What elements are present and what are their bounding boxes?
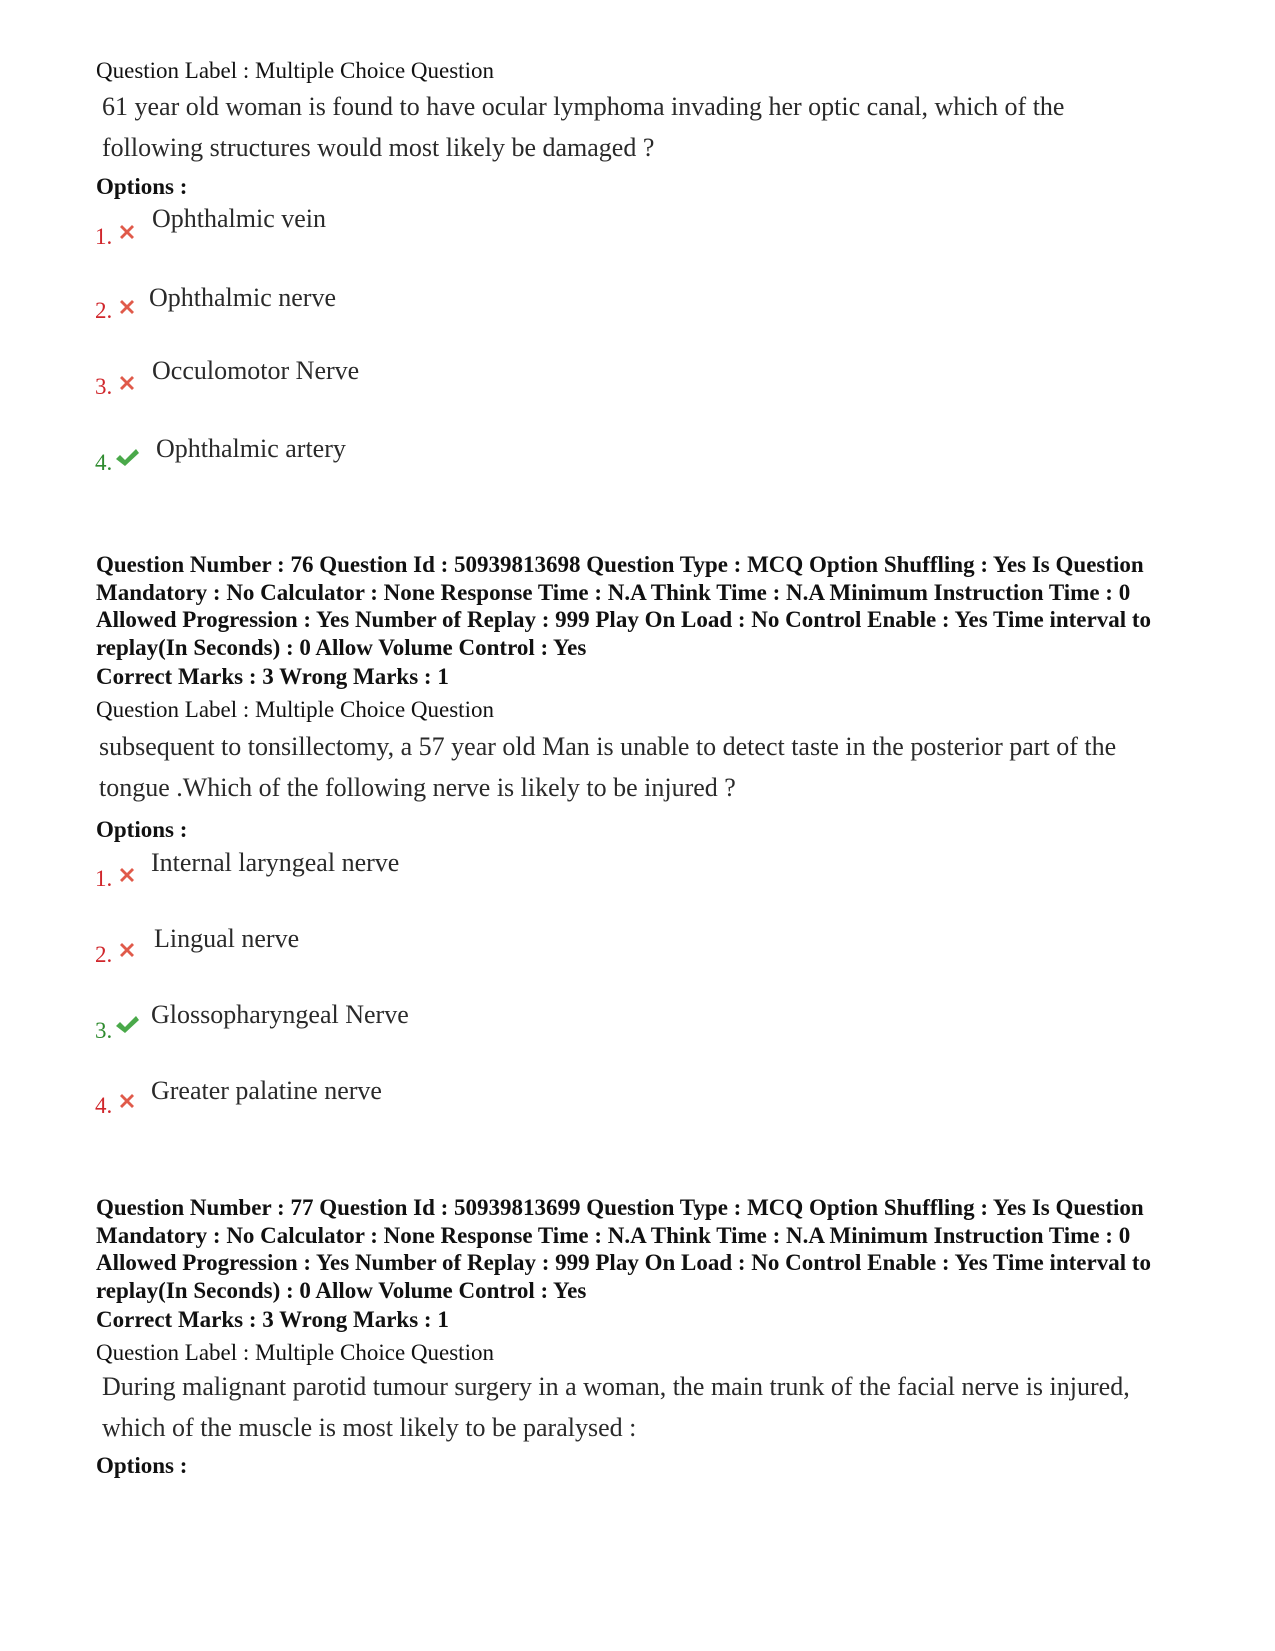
q76-question-text: subsequent to tonsillectomy, a 57 year old Man is unable to detect taste in the posterior part of the tongue .Which of the following nerve is likely to be injured ? <box>99 732 1117 802</box>
option-text: Internal laryngeal nerve <box>151 848 400 877</box>
cross-icon <box>116 864 138 886</box>
q77-options-title: Options : <box>96 1453 188 1478</box>
q75-question-text: 61 year old woman is found to have ocular lymphoma invading her optic canal, which of the following structures would most likely be damaged ? <box>102 92 1065 162</box>
q76-meta: Question Number : 76 Question Id : 50939813698 Question Type : MCQ Option Shuffling : Yes Is Question Mandatory : No Calculator : None Response Time : N.A Think Time : N.A Minimum Instruction Time : 0 Allowed Progression : Yes Number of Replay : 999 Play On Load : No Control Enable : Yes Time interval to replay(In Seconds) : 0 Allow Volume Control : Yes <box>96 552 1152 660</box>
option-text: Greater palatine nerve <box>151 1076 382 1105</box>
q75-label: Question Label : Multiple Choice Question <box>96 58 494 83</box>
q75-options-title: Options : <box>96 174 188 199</box>
option-number: 4. <box>95 1093 113 1118</box>
q77-question-text: During malignant parotid tumour surgery in a woman, the main trunk of the facial nerve is injured, which of the muscle is most likely to be paralysed : <box>102 1372 1130 1442</box>
cross-icon <box>116 939 138 961</box>
q76-label: Question Label : Multiple Choice Question <box>96 697 494 722</box>
option-number: 3. <box>95 374 113 399</box>
cross-icon <box>116 372 138 394</box>
option-number: 2. <box>95 942 113 967</box>
option-text: Ophthalmic artery <box>156 434 346 463</box>
option-number: 1. <box>95 866 113 891</box>
cross-icon <box>116 221 138 243</box>
cross-icon <box>116 1090 138 1112</box>
q76-options-title: Options : <box>96 817 188 842</box>
cross-icon <box>116 296 138 318</box>
q77-label: Question Label : Multiple Choice Question <box>96 1340 494 1365</box>
q76-marks: Correct Marks : 3 Wrong Marks : 1 <box>96 664 449 689</box>
q77-marks: Correct Marks : 3 Wrong Marks : 1 <box>96 1307 449 1332</box>
option-text: Occulomotor Nerve <box>152 356 360 385</box>
option-text: Ophthalmic nerve <box>149 283 336 312</box>
option-number: 3. <box>95 1018 113 1043</box>
option-text: Glossopharyngeal Nerve <box>151 1000 409 1029</box>
q77-meta: Question Number : 77 Question Id : 50939813699 Question Type : MCQ Option Shuffling : Yes Is Question Mandatory : No Calculator : None Response Time : N.A Think Time : N.A Minimum Instruction Time : 0 Allowed Progression : Yes Number of Replay : 999 Play On Load : No Control Enable : Yes Time interval to replay(In Seconds) : 0 Allow Volume Control : Yes <box>96 1195 1152 1303</box>
option-number: 4. <box>95 450 113 475</box>
option-text: Lingual nerve <box>154 924 300 953</box>
option-number: 2. <box>95 298 113 323</box>
check-icon <box>114 446 140 470</box>
check-icon <box>114 1013 140 1037</box>
option-text: Ophthalmic vein <box>152 204 327 233</box>
option-number: 1. <box>95 224 113 249</box>
